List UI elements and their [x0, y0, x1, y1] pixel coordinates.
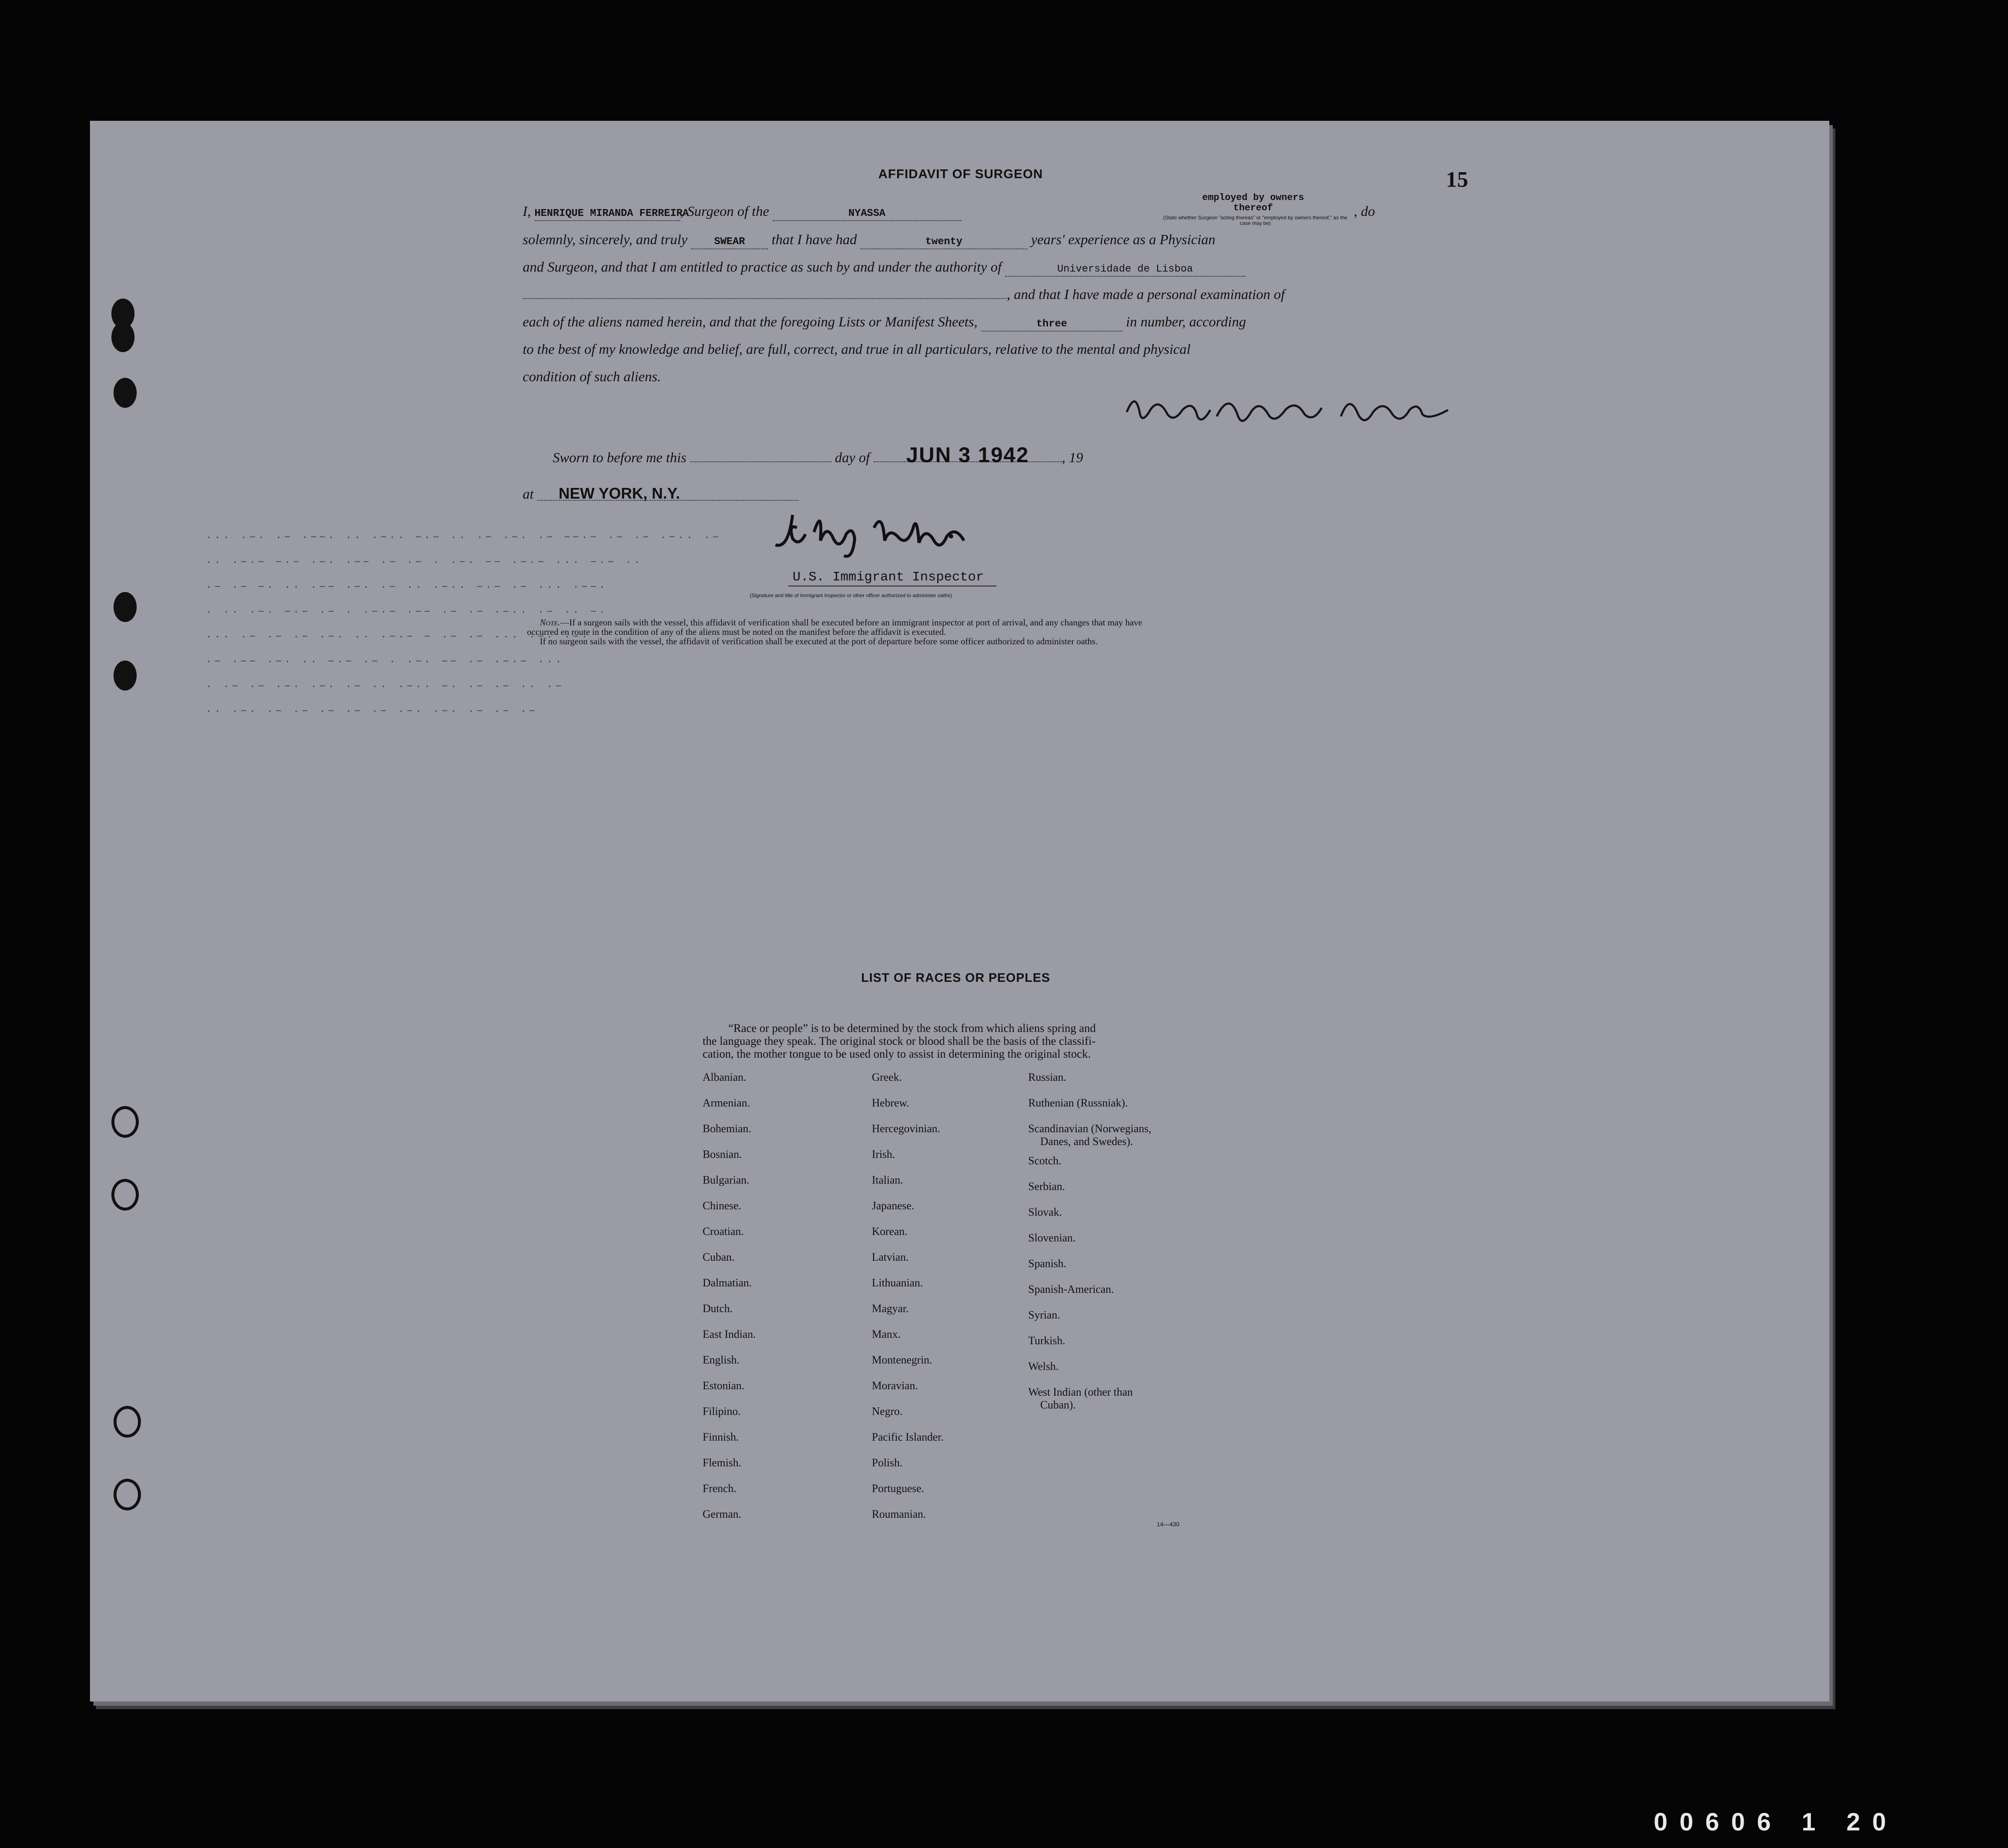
race-item: Dalmatian. — [703, 1277, 752, 1289]
affidavit-line-3: and Surgeon, and that I am entitled to practice as such by and under the authority of Universidade de Lisboa — [523, 254, 1245, 281]
affidavit-line-2: solemnly, sincerely, and truly SWEAR that I have had twenty years' experience as a Physician — [523, 226, 1215, 254]
binder-hole — [111, 322, 135, 352]
race-item: Latvian. — [872, 1251, 909, 1263]
race-item: Hebrew. — [872, 1097, 910, 1109]
race-item: Pacific Islander. — [872, 1431, 944, 1443]
binder-hole — [114, 592, 137, 622]
note-line-2: occurred en route in the condition of any of the aliens must be noted on the manifest before the affidavit is executed. — [527, 627, 946, 637]
race-item: Negro. — [872, 1405, 903, 1417]
race-item: Cuban). — [1040, 1399, 1076, 1411]
date-stamp: JUN 3 1942 — [874, 449, 1062, 462]
race-item: Spanish-American. — [1028, 1283, 1114, 1295]
place-stamp: NEW YORK, N.Y. — [537, 487, 799, 501]
race-item: Lithuanian. — [872, 1277, 923, 1289]
races-column-2 — [872, 1065, 944, 1527]
race-item: Danes, and Swedes). — [1040, 1135, 1133, 1148]
race-item: Roumanian. — [872, 1508, 926, 1520]
race-item: Estonian. — [703, 1379, 745, 1392]
race-item: Spanish. — [1028, 1257, 1066, 1270]
races-column-1 — [703, 1065, 756, 1527]
race-item: Korean. — [872, 1225, 908, 1238]
note-label: Note. — [540, 617, 560, 628]
race-item: Slovenian. — [1028, 1232, 1076, 1244]
place-line: at NEW YORK, N.Y. — [523, 481, 799, 508]
employed-by-note: (State whether Surgeon "acting thereas" or "employed by owners thereof," as the case may be) — [1163, 215, 1347, 226]
race-item: Portuguese. — [872, 1482, 925, 1495]
race-item: Bohemian. — [703, 1122, 751, 1135]
race-item: Italian. — [872, 1174, 903, 1186]
affidavit-line-4: , and that I have made a personal examination of — [523, 281, 1285, 308]
years-experience-field: twenty — [860, 236, 1027, 249]
binder-hole — [114, 661, 137, 691]
sworn-line: Sworn to before me this day of JUN 3 1942 , 19 — [553, 443, 1083, 467]
inspector-title: U.S. Immigrant Inspector — [788, 570, 997, 586]
races-column-3 — [1028, 1065, 1151, 1411]
inspector-title-note: (Signature and title of Immigrant Inspector or other officer authorized to administer oaths) — [750, 592, 952, 598]
note-line-1: Note.—If a surgeon sails with the vessel, this affidavit of verification shall be executed before an immigrant inspector at port of arrival, and any changes that may have — [540, 617, 1143, 628]
race-item: Ruthenian (Russniak). — [1028, 1097, 1128, 1109]
licensing-authority-field: Universidade de Lisboa — [1005, 263, 1245, 277]
sworn-day-field — [690, 461, 832, 462]
race-item: Manx. — [872, 1328, 901, 1340]
races-intro-1: “Race or people” is to be determined by the stock from which aliens spring and — [728, 1022, 1096, 1035]
race-item: Flemish. — [703, 1456, 742, 1469]
surgeon-signature — [1118, 386, 1482, 434]
race-item: Irish. — [872, 1148, 895, 1160]
oath-field: SWEAR — [691, 236, 768, 249]
race-item: Hercegovinian. — [872, 1122, 940, 1135]
race-item: Turkish. — [1028, 1334, 1065, 1347]
race-item: Dutch. — [703, 1302, 733, 1315]
race-item: French. — [703, 1482, 736, 1495]
affidavit-line-1: I, HENRIQUE MIRANDA FERREIRA, Surgeon of the NYASSA — [523, 198, 961, 225]
binder-ring — [111, 1106, 139, 1138]
races-intro-2: the language they speak. The original stock or blood shall be the basis of the classifi- — [703, 1035, 1096, 1047]
affidavit-line-6: to the best of my knowledge and belief, are full, correct, and true in all particulars, relative to the mental and physical — [523, 342, 1191, 357]
document-page — [90, 121, 1829, 1701]
race-item: Scotch. — [1028, 1154, 1062, 1167]
race-item: Greek. — [872, 1071, 902, 1083]
race-item: Armenian. — [703, 1097, 750, 1109]
binder-ring — [114, 1479, 141, 1510]
surgeon-name-field: HENRIQUE MIRANDA FERREIRA — [535, 207, 680, 221]
race-item: Croatian. — [703, 1225, 744, 1238]
page-number: 15 — [1446, 167, 1468, 192]
race-item: Russian. — [1028, 1071, 1066, 1083]
race-item: Cuban. — [703, 1251, 735, 1263]
race-item: Chinese. — [703, 1199, 742, 1212]
race-item: German. — [703, 1508, 742, 1520]
races-title: LIST OF RACES OR PEOPLES — [861, 971, 1050, 985]
binder-hole — [114, 378, 137, 408]
sheet-count-field: three — [981, 318, 1122, 332]
race-item: Japanese. — [872, 1199, 914, 1212]
race-item: Magyar. — [872, 1302, 909, 1315]
binder-ring — [114, 1406, 141, 1438]
race-item: English. — [703, 1354, 739, 1366]
employed-by-value: employed by owners thereof — [1202, 192, 1304, 213]
vessel-name-field: NYASSA — [773, 207, 961, 221]
line-1-end: , do — [1354, 204, 1375, 219]
race-item: Syrian. — [1028, 1309, 1060, 1321]
authority-continuation-field — [523, 298, 1007, 299]
binder-ring — [111, 1179, 139, 1211]
affidavit-line-5: each of the aliens named herein, and that the foregoing Lists or Manifest Sheets, three in number, according — [523, 308, 1246, 336]
race-item: Finnish. — [703, 1431, 739, 1443]
race-item: Bosnian. — [703, 1148, 742, 1160]
race-item: Polish. — [872, 1456, 903, 1469]
race-item: Slovak. — [1028, 1206, 1062, 1218]
race-item: Albanian. — [703, 1071, 746, 1083]
affidavit-line-7: condition of such aliens. — [523, 369, 661, 385]
races-intro-3: cation, the mother tongue to be used only to assist in determining the original stock. — [703, 1047, 1091, 1060]
note-line-3: If no surgeon sails with the vessel, the affidavit of verification shall be executed at the port of departure before some officer authorized to administer oaths. — [540, 636, 1098, 646]
race-item: Bulgarian. — [703, 1174, 750, 1186]
race-item: East Indian. — [703, 1328, 756, 1340]
film-frame-number: 00606 1 20 — [1654, 1808, 1898, 1836]
race-item: Welsh. — [1028, 1360, 1059, 1373]
bleed-through-marks: ··· ·−· ·− ·−−· ·· ·−·· −·− ·· ·− ·−· ·− −−·− ·− ·− ·−·· ·− ·· ·−·− −·− ·−· ·−− ·− ·− · ·−· −− ·−·− ··· −·− ·· ·− ·− −· ·· ·−− ·−· ·− ·· ·−·· −·− ·− ··· ·−−· · ·· ·−· −·− ·− · ·−·− ·−− ·− ·− ·−·· ·− ·· −· ··· ·− ·− ·− ·−· ·· ·−·− − ·− ·− ··· ·−· ·−· ·− ·−− ·−· ·· −·− ·− · ·−· −− ·− ·−·− ··· · ·− ·− ·−· ·−· ·− ·· ·−·· −· ·− ·− ·· ·− ·· ·−· ·− ·− ·− ·− ·− ·−· ·−· ·− ·− ·− — [206, 532, 721, 718]
race-item: Moravian. — [872, 1379, 918, 1392]
affidavit-title: AFFIDAVIT OF SURGEON — [878, 167, 1043, 181]
form-number: 14—430 — [1157, 1521, 1179, 1528]
inspector-signature — [767, 502, 1075, 562]
race-item: Montenegrin. — [872, 1354, 932, 1366]
race-item: Serbian. — [1028, 1180, 1065, 1193]
race-item: West Indian (other than — [1028, 1386, 1133, 1398]
race-item: Scandinavian (Norwegians, — [1028, 1122, 1152, 1135]
race-item: Filipino. — [703, 1405, 741, 1417]
